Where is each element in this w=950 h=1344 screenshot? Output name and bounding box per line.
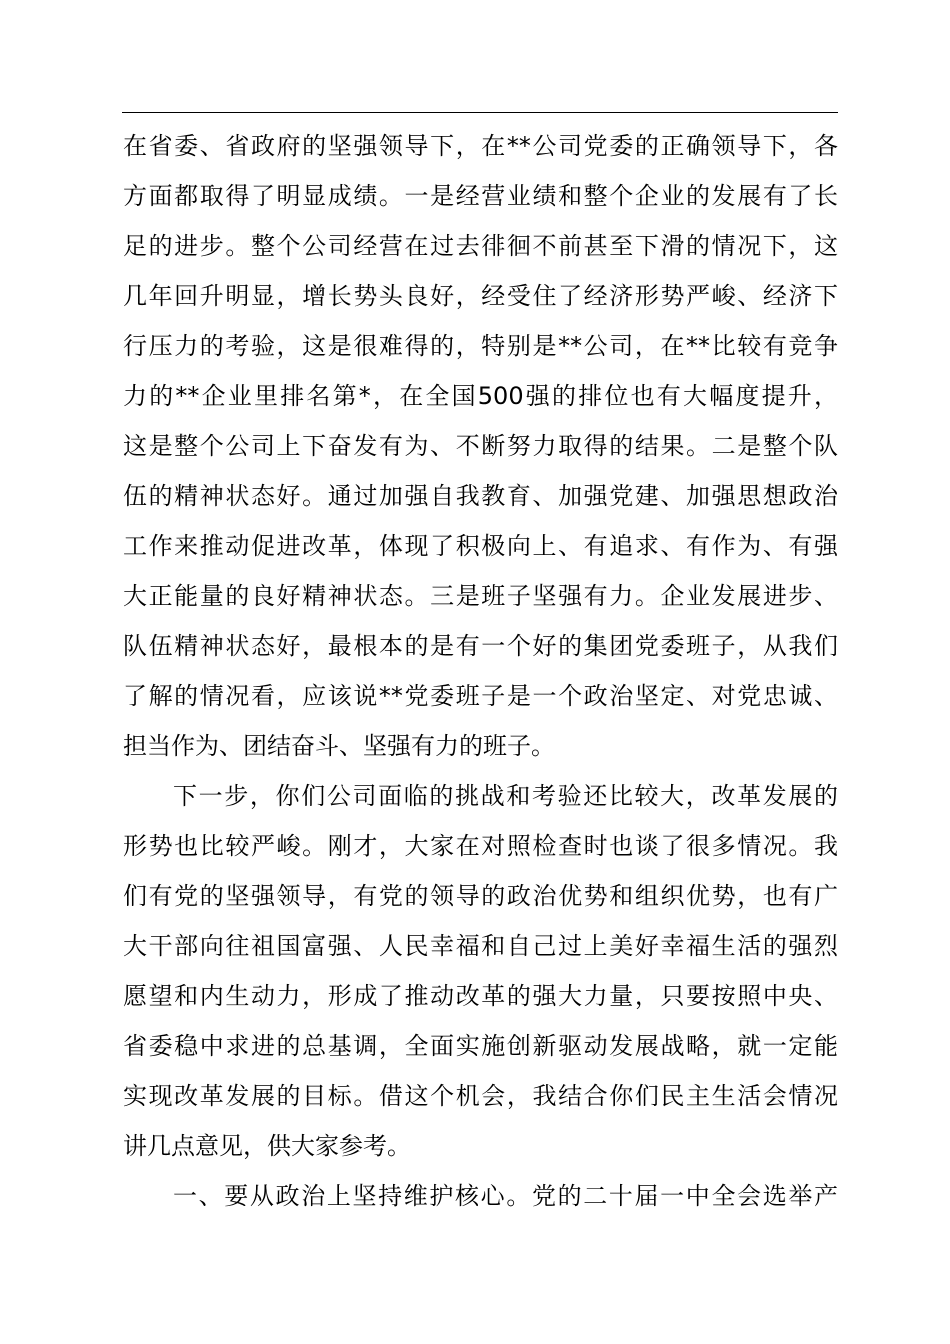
text-line: 力的**企业里排名第*，在全国500强的排位也有大幅度提升， [123,382,838,410]
text-line: 队伍精神状态好，最根本的是有一个好的集团党委班子，从我们 [123,632,838,660]
text-line: 愿望和内生动力，形成了推动改革的强大力量，只要按照中央、 [123,982,838,1010]
text-line: 在省委、省政府的坚强领导下，在**公司党委的正确领导下，各 [123,132,838,160]
text-line: 几年回升明显，增长势头良好，经受住了经济形势严峻、经济下 [123,282,838,310]
text-line: 行压力的考验，这是很难得的，特别是**公司，在**比较有竞争 [123,332,838,360]
text-line: 一、要从政治上坚持维护核心。党的二十届一中全会选举产 [173,1182,838,1210]
text-line: 方面都取得了明显成绩。一是经营业绩和整个企业的发展有了长 [123,182,838,210]
text-line: 担当作为、团结奋斗、坚强有力的班子。 [123,732,555,760]
header-rule [122,112,838,113]
text-line: 这是整个公司上下奋发有为、不断努力取得的结果。二是整个队 [123,432,838,460]
text-line: 实现改革发展的目标。借这个机会，我结合你们民主生活会情况 [123,1082,838,1110]
text-line: 大干部向往祖国富强、人民幸福和自己过上美好幸福生活的强烈 [123,932,838,960]
text-line: 下一步，你们公司面临的挑战和考验还比较大，改革发展的 [173,782,838,810]
text-line: 了解的情况看，应该说**党委班子是一个政治坚定、对党忠诚、 [123,682,838,710]
text-line: 形势也比较严峻。刚才，大家在对照检查时也谈了很多情况。我 [123,832,838,860]
text-line: 伍的精神状态好。通过加强自我教育、加强党建、加强思想政治 [123,482,838,510]
text-line: 足的进步。整个公司经营在过去徘徊不前甚至下滑的情况下，这 [123,232,838,260]
text-line: 工作来推动促进改革，体现了积极向上、有追求、有作为、有强 [123,532,838,560]
text-line: 省委稳中求进的总基调，全面实施创新驱动发展战略，就一定能 [123,1032,838,1060]
text-line: 讲几点意见，供大家参考。 [123,1132,411,1160]
text-line: 们有党的坚强领导，有党的领导的政治优势和组织优势，也有广 [123,882,838,910]
text-line: 大正能量的良好精神状态。三是班子坚强有力。企业发展进步、 [123,582,838,610]
